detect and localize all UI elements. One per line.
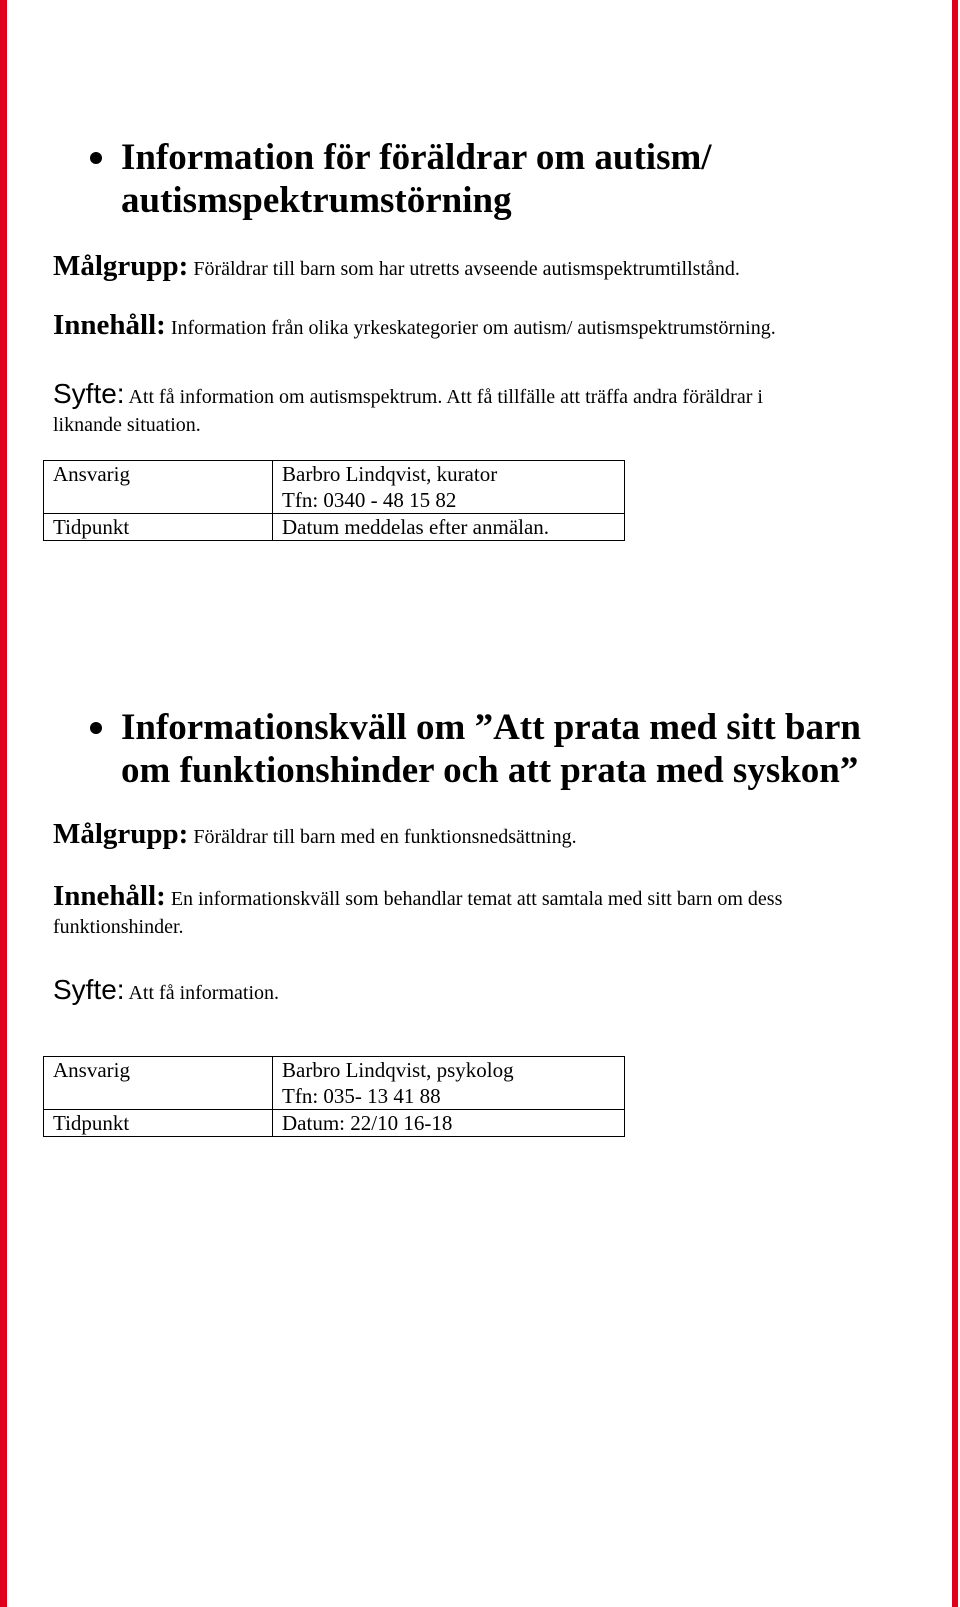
section-2-heading bbox=[121, 706, 861, 792]
innehall-text: En informationskväll som behandlar temat att samtala med sitt barn om dess bbox=[165, 888, 783, 910]
tidpunkt-label: Tidpunkt bbox=[44, 1110, 273, 1137]
ansvarig-value-line: Barbro Lindqvist, kurator bbox=[282, 462, 498, 486]
section-1-innehall bbox=[53, 311, 776, 342]
tidpunkt-value: Datum meddelas efter anmälan. bbox=[273, 514, 625, 541]
page-border-right bbox=[952, 0, 958, 1607]
ansvarig-value-line: Tfn: 035- 13 41 88 bbox=[282, 1084, 441, 1108]
heading-line: autismspektrumstörning bbox=[121, 180, 512, 221]
innehall-text: funktionshinder. bbox=[53, 916, 184, 938]
section-2-innehall bbox=[53, 882, 782, 941]
section-2-syfte bbox=[53, 976, 279, 1007]
bullet-icon bbox=[90, 722, 102, 734]
ansvarig-label: Ansvarig bbox=[44, 461, 273, 514]
section-2-malgrupp bbox=[53, 820, 577, 851]
bullet-icon bbox=[90, 152, 102, 164]
tidpunkt-label: Tidpunkt bbox=[44, 514, 273, 541]
heading-line: Information för föräldrar om autism/ bbox=[121, 137, 712, 178]
table-row bbox=[44, 514, 625, 541]
section-1-info-table bbox=[43, 460, 625, 541]
ansvarig-label: Ansvarig bbox=[44, 1057, 273, 1110]
tidpunkt-value: Datum: 22/10 16-18 bbox=[273, 1110, 625, 1137]
syfte-label: Syfte: bbox=[53, 974, 125, 1005]
malgrupp-text: Föräldrar till barn med en funktionsnedsättning. bbox=[188, 826, 577, 848]
ansvarig-value bbox=[273, 461, 625, 514]
section-1-syfte bbox=[53, 380, 763, 439]
innehall-label: Innehåll: bbox=[53, 309, 166, 341]
section-1-heading bbox=[121, 136, 712, 222]
heading-line: Informationskväll om ”Att prata med sitt barn bbox=[121, 707, 861, 748]
table-row bbox=[44, 461, 625, 514]
syfte-text: Att få information. bbox=[124, 982, 280, 1004]
heading-line: om funktionshinder och att prata med syskon” bbox=[121, 750, 859, 791]
malgrupp-label: Målgrupp: bbox=[53, 818, 189, 850]
table-row bbox=[44, 1057, 625, 1110]
section-2-info-table bbox=[43, 1056, 625, 1137]
section-1-malgrupp bbox=[53, 252, 740, 283]
table-row bbox=[44, 1110, 625, 1137]
malgrupp-label: Målgrupp: bbox=[53, 250, 189, 282]
innehall-text: Information från olika yrkeskategorier om autism/ autismspektrumstörning. bbox=[165, 317, 776, 339]
ansvarig-value bbox=[273, 1057, 625, 1110]
syfte-label: Syfte: bbox=[53, 378, 125, 409]
page-border-left bbox=[0, 0, 7, 1607]
ansvarig-value-line: Barbro Lindqvist, psykolog bbox=[282, 1058, 514, 1082]
ansvarig-value-line: Tfn: 0340 - 48 15 82 bbox=[282, 488, 457, 512]
innehall-label: Innehåll: bbox=[53, 880, 166, 912]
malgrupp-text: Föräldrar till barn som har utretts avseende autismspektrumtillstånd. bbox=[188, 258, 740, 280]
syfte-text: liknande situation. bbox=[53, 414, 201, 436]
syfte-text: Att få information om autismspektrum. Att få tillfälle att träffa andra föräldrar i bbox=[124, 386, 763, 408]
